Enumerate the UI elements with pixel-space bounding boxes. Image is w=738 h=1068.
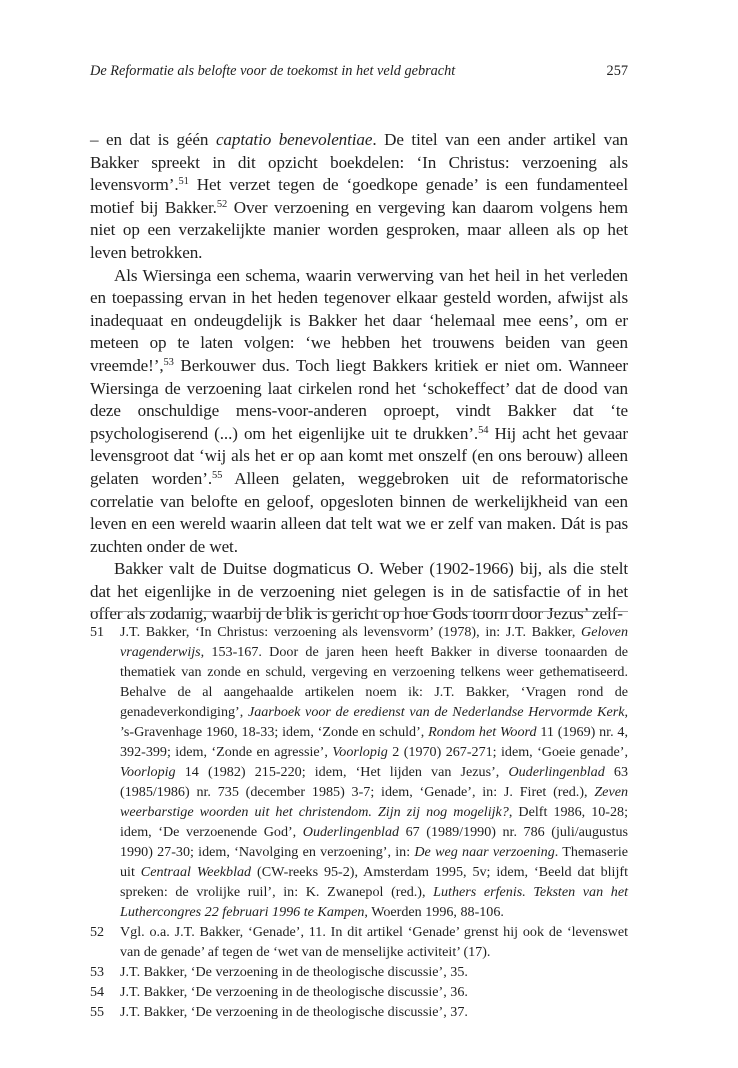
footnote-52: 52 Vgl. o.a. J.T. Bakker, ‘Genade’, 11. In dit artikel ‘Genade’ grenst hij ook de ‘levenswet van de genade’ af tegen de ‘wet van de menselijke activiteit’ (17). [90,924,628,960]
body-text [90,129,628,626]
footnote-number: 54 [90,984,105,1000]
footnote-number: 51 [90,624,105,640]
page-number: 257 [606,63,628,79]
footnotes [90,622,628,1022]
footnote-number: 55 [90,1004,105,1020]
footnote-divider [90,611,628,612]
paragraph-2: Als Wiersinga een schema, waarin verwerving van het heil in het verleden en toepassing ervan in het heden tegenover elkaar gesteld worden, afwijst als inadequaat en ondeugdelijk is Bakker het daar ‘helemaal mee eens’, om er meteen op te laten volgen: ‘we hebben het trouwens beiden van geen vreemde!’,$^{53}$ Berkouwer dus. Toch liegt Bakkers kritiek er niet om. Wanneer Wiersinga de verzoening laat cirkelen rond het ‘schokeffect’ dat de dood van deze onschuldige mens-voor-anderen oproept, vindt Bakker dat ‘te psychologiserend (...) om het eigenlijke uit te drukken’.$^{54}$ Hij acht het gevaar levensgroot dat ‘wij als het er op aan komt met onszelf (en ons berouw) alleen gelaten worden’.$^{55}$ Alleen gelaten, weggebroken uit de reformatorische correlatie van belofte en geloof, opgesloten binnen de werkelijkheid van een leven en een wereld waarin alleen dat telt wat we er zelf van maken. Dát is pas zuchten onder de wet. [90,265,628,556]
footnote-54: 54 J.T. Bakker, ‘De verzoening in de theologische discussie’, 36. [90,984,468,1000]
footnote-number: 52 [90,924,105,940]
footnote-53: 53 J.T. Bakker, ‘De verzoening in de theologische discussie’, 35. [90,964,468,980]
footnote-number: 53 [90,964,105,980]
paragraph-3: Bakker valt de Duitse dogmaticus O. Weber (1902-1966) bij, als die stelt dat het eigenlijke in de verzoening niet gelegen is in de satisfactie of in het offer als zodanig, waarbij de blik is gericht op hoe Gods toorn door Jezus’ zelf- [90,559,628,624]
footnote-ref-51[interactable]: 51 [178,176,189,188]
running-head [90,61,628,81]
footnote-ref-53[interactable]: 53 [163,356,174,368]
latin-phrase: captatio benevolentiae [215,130,373,149]
footnote-ref-52[interactable]: 52 [216,198,228,210]
footnote-ref-54[interactable]: 54 [478,424,489,436]
running-title: De Reformatie als belofte voor de toekomst in het veld gebracht [90,63,456,79]
footnote-ref-55[interactable]: 55 [212,469,223,481]
footnote-55: 55 J.T. Bakker, ‘De verzoening in de theologische discussie’, 37. [90,1004,468,1020]
footnote-51: 51 J.T. Bakker, ‘In Christus: verzoening als levensvorm’ (1978), in: J.T. Bakker, Geloven vragenderwijs, 153-167. Door de jaren heen heeft Bakker in diverse toonaarden de thematiek van zonde en schuld, vergeving en verzoening telkens weer gethematiseerd. Behalve de al aangehaalde artikelen noem ik: J.T. Bakker, ‘Vragen rond de genadeverkondiging’, Jaarboek voor de eredienst van de Nederlandse Hervormde Kerk, ’s-Gravenhage 1960, 18-33; idem, ‘Zonde en schuld’, Rondom het Woord 11 (1969) nr. 4, 392-399; idem, ‘Zonde en agressie’, Voorlopig 2 (1970) 267-271; idem, ‘Goeie genade’, Voorlopig 14 (1982) 215-220; idem, ‘Het lijden van Jezus’, Ouderlingenblad 63 (1985/1986) nr. 735 (december 1985) 3-7; idem, ‘Genade’, in: J. Firet (red.), Zeven weerbarstige woorden uit het christendom. Zijn zij nog mogelijk?, Delft 1986, 10-28; idem, ‘De verzoenende God’, Ouderlingenblad 67 (1989/1990) nr. 786 (juli/augustus 1990) 27-30; idem, ‘Navolging en verzoening’, in: De weg naar verzoening. Themaserie uit Centraal Weekblad (CW-reeks 95-2), Amsterdam 1995, 5v; idem, ‘Beeld dat blijft spreken: de vrolijke ruil’, in: K. Zwanepol (red.), Luthers erfenis. Teksten van het Luthercongres 22 februari 1996 te Kampen, Woerden 1996, 88-106. [90,624,629,920]
paragraph-1: – en dat is géén captatio benevolentiae. De titel van een ander artikel van Bakker spreekt in dit opzicht boekdelen: ‘In Christus: verzoening als levensvorm’.$^{51}$ Het verzet tegen de ‘goedkope genade’ is een fundamenteel motief bij Bakker.$^{52}$ Over verzoening en vergeving kan daarom volgens hem niet op een verzakelijkte manier worden gesproken, maar alleen als op het leven betrokken. [90,130,629,262]
